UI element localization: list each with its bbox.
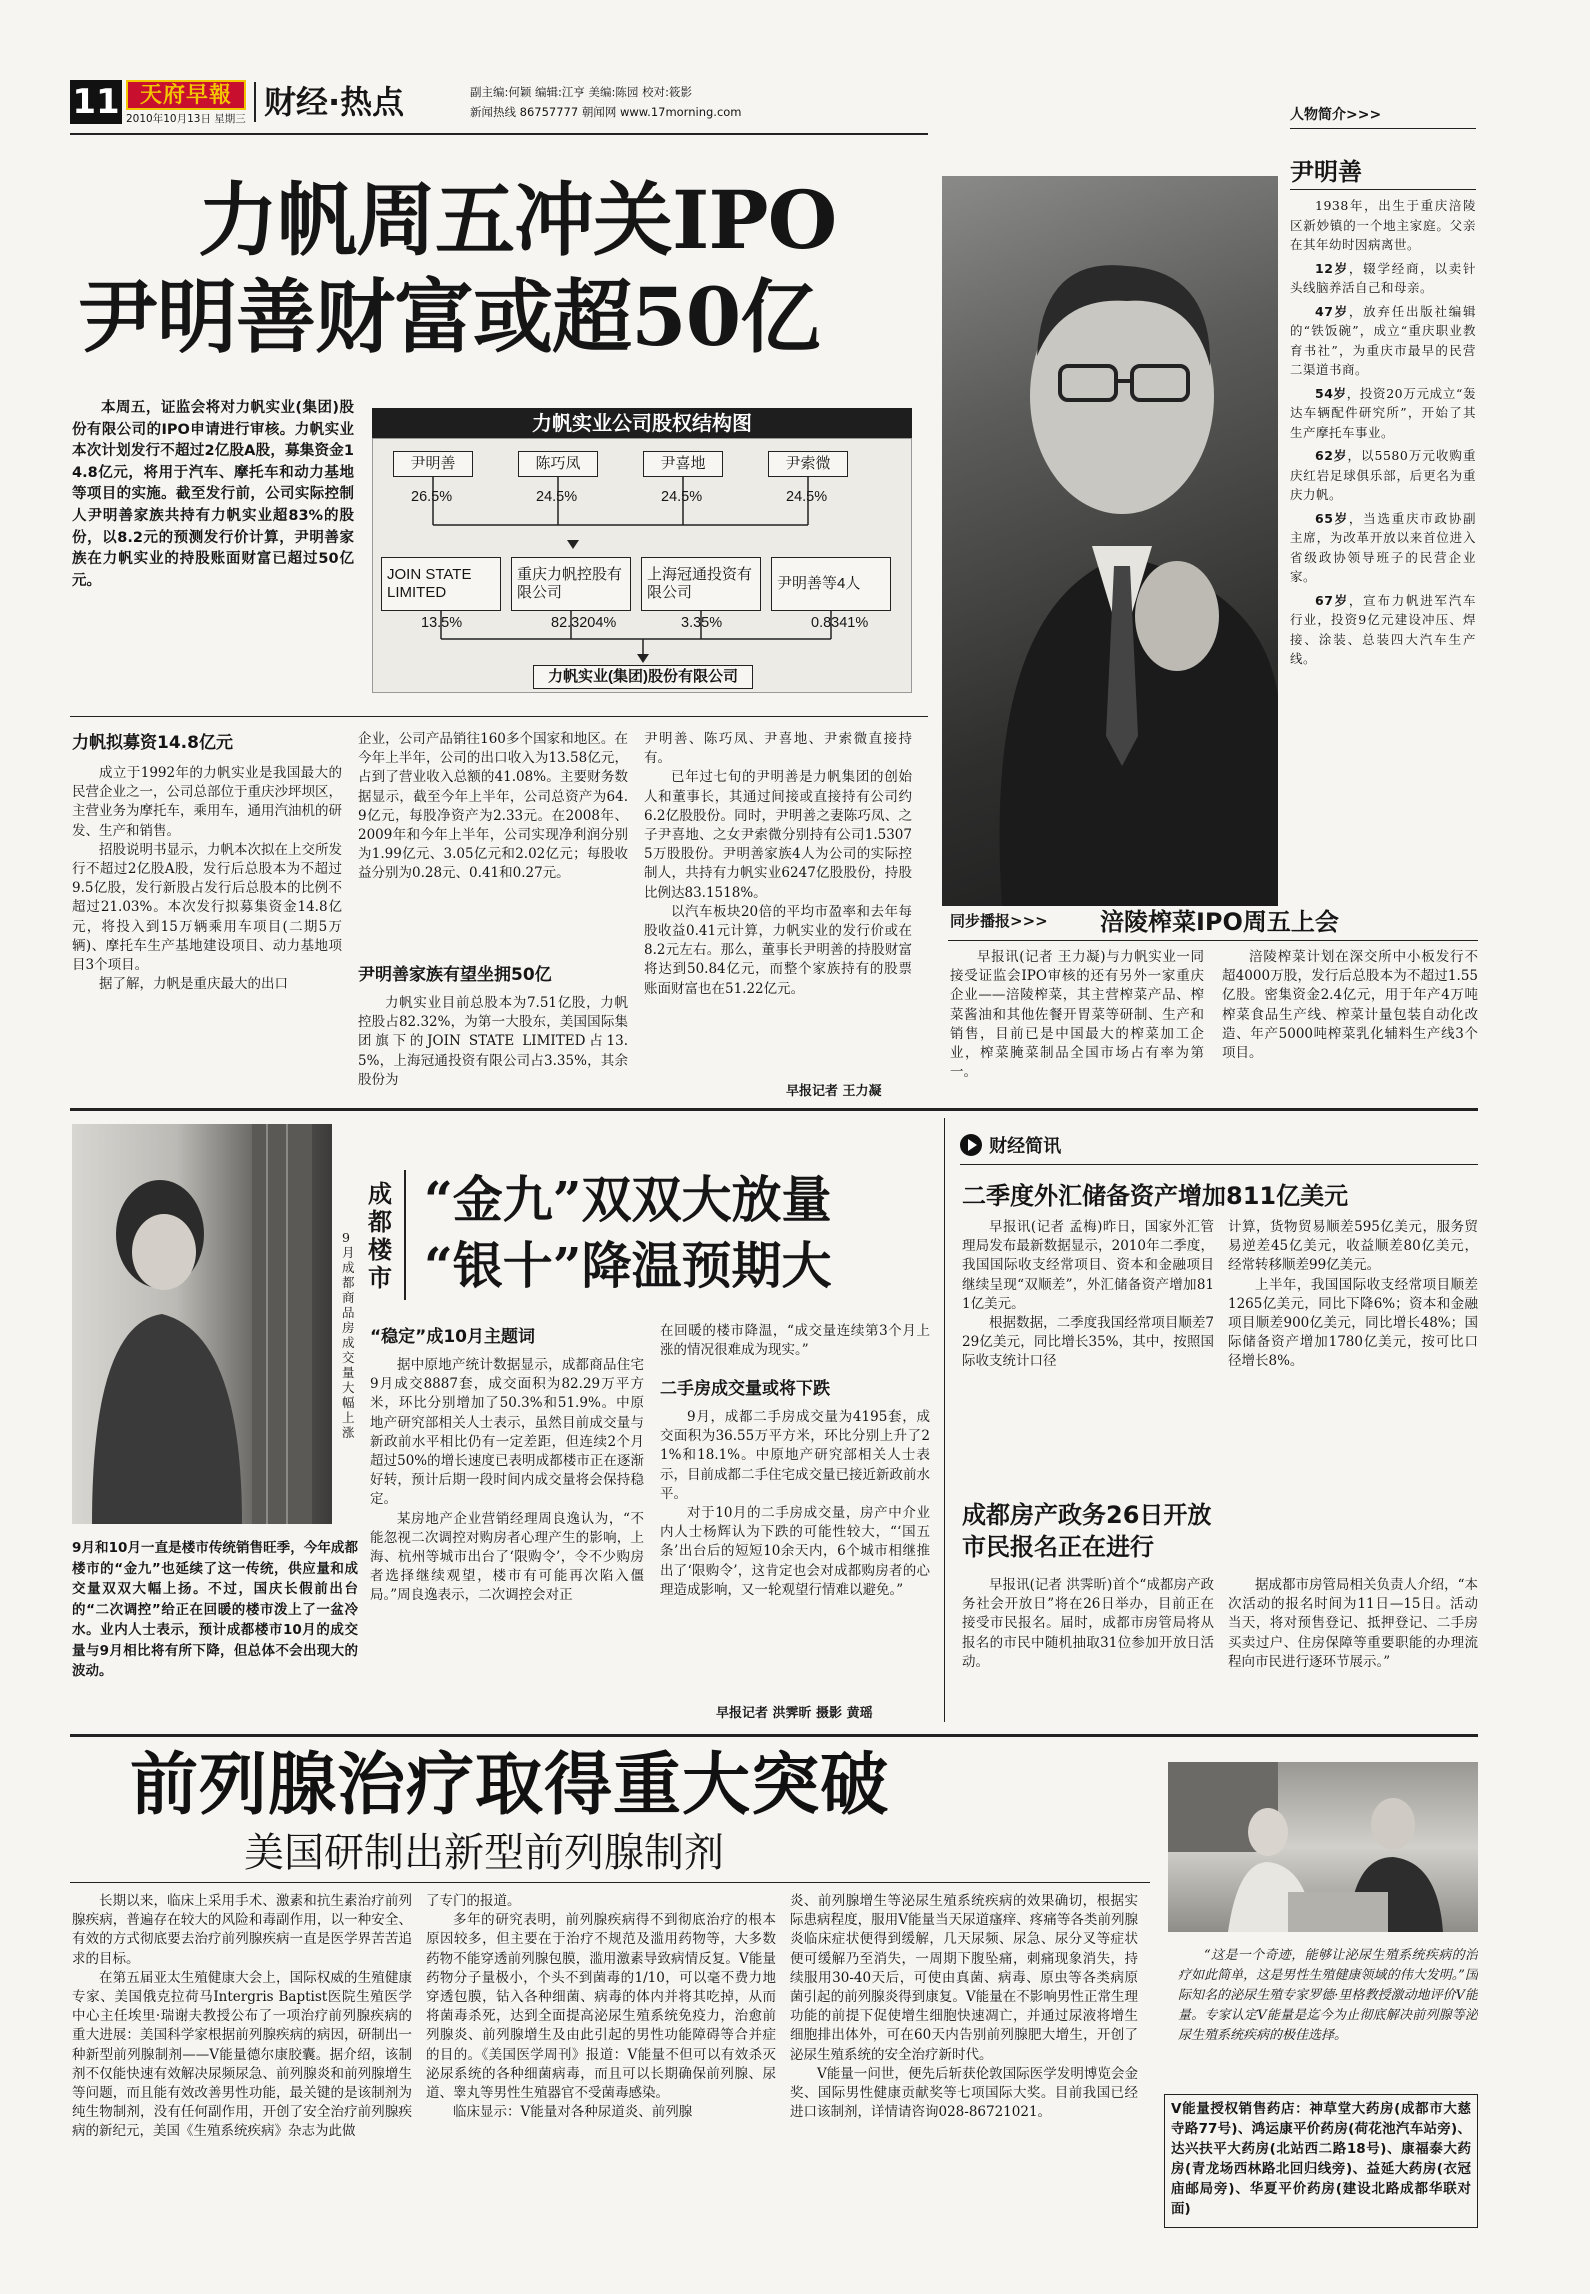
- paragraph: 多年的研究表明，前列腺疾病得不到彻底治疗的根本原因较多，但主要在于治疗不规范及滥用药物等，大多数药物不能穿透前列腺包膜，滥用激素导致病情反复。V能量药物分子量极小，个头不到菌毒的1/10，可以毫不费力地穿透包膜，钻入各种细菌、病毒的体内并将其吃掉，从而将菌毒杀死，达到全面提高泌尿生殖系统免疫力，治愈前列腺炎、前列腺增生及由此引起的男性功能障碍等合并症的目的。《美国医学周刊》报道：V能量不但可以有效杀灭泌尿系统的各种细菌病毒，而且可以长期确保前列腺、尿道、睾丸等男性生殖器官不受菌毒感染。: [426, 1912, 776, 2102]
- housing-col-2a: 在回暖的楼市降温，“成交量连续第3个月上涨的情况很难成为现实。”: [660, 1323, 930, 1359]
- brief-1-col-1: [962, 1218, 1214, 1498]
- brief-2-col-2: 据成都市房管局相关负责人介绍，“本次活动的报名时间为11日—15日。活动当天，将对预售登记、抵押登记、二手房买卖过户、住房保障等重要职能的办理流程向市民进行逐环节展示。”: [1228, 1577, 1478, 1670]
- lead-col-2: [358, 730, 628, 960]
- profile-age: 47岁: [1315, 303, 1349, 319]
- housing-photo-scene: [72, 1124, 332, 1524]
- profile-age: 62岁: [1315, 448, 1348, 463]
- brief-title-2a: 成都房产政务26日开放: [962, 1501, 1212, 1529]
- ad-stores-list: 神草堂大药房(成都市大慈寺路77号)、鸿运康平价药房(荷花池汽车站旁)、达兴扶平大药房(北站西二路18号)、康福泰大药房(青龙场西林路北回归线旁)、益延大药房(衣冠庙邮局旁)、华夏平价药房(建设北路成都华联对面): [1171, 2101, 1472, 2217]
- paragraph: 在第五届亚太生殖健康大会上，国际权威的生殖健康专家、美国俄克拉荷马Intergris Baptist医院生殖医学中心主任埃里·瑞谢夫教授公布了一项治疗前列腺疾病的重大进展：美国科学家根据前列腺疾病的病因，研制出一种新型前列腺制剂——V能量德尔康胶囊。据介绍，该制剂不仅能快速有效解决尿频尿急、前列腺炎和前列腺增生等问题，而且能有效改善男性功能，最关键的是该制剂为纯生物制剂，没有任何副作用，开创了安全治疗前列腺疾病的新纪元，美国《生殖系统疾病》杂志为此做: [72, 1969, 412, 2140]
- holder-share: 3.35%: [681, 615, 723, 631]
- paragraph: 据了解，力帆是重庆最大的出口: [99, 976, 288, 993]
- brief-1-col-2: [1228, 1218, 1478, 1498]
- paragraph: 尹明善、陈巧凤、尹喜地、尹索微直接持有。: [644, 731, 912, 767]
- housing-tag-divider: [404, 1170, 406, 1300]
- paragraph: 成立于1992年的力帆实业是我国最大的民营企业之一，公司总部位于重庆沙坪坝区，主营业务为摩托车，乘用车，通用汽油机的研发、生产和销售。: [72, 765, 342, 839]
- paragraph: 企业，公司产品销往160多个国家和地区。在今年上半年，公司的出口收入为13.58亿元，占到了营业收入总额的41.08%。主要财务数据显示，截至今年上半年，公司总资产为64.9亿元，每股净资产为2.33元。在2008年、2009年和今年上半年，公司实现净利润分别为1.99亿元、3.05亿元和2.02亿元；每股收益分别为0.28元、0.41和0.27元。: [358, 731, 628, 882]
- target-company-box: 力帆实业(集团)股份有限公司: [533, 665, 753, 689]
- profile-timeline: [1290, 196, 1476, 669]
- paragraph: 招股说明书显示，力帆本次拟在上交所发行不超过2亿股A股，发行后总股本为不超过9.5亿股，发行新股占发行后总股本的比例不超过21.03%。本次发行拟募集资金14.8亿元，将投入到15万辆乘用车项目(二期5万辆)、摩托车生产基地建设项目、动力基地项目3个项目。: [72, 841, 342, 974]
- ad-stores-box: [1164, 2094, 1478, 2228]
- owner-share: 24.5%: [536, 489, 578, 505]
- sync-rule: [948, 940, 1478, 941]
- equity-chart-title: 力帆实业公司股权结构图: [532, 411, 752, 435]
- section-name: 财经·热点: [264, 83, 405, 121]
- brief-2-col-1: 早报讯(记者 洪霁昕)首个“成都房产政务社会开放日”将在26日举办，目前正在接受市民报名。届时，成都市房管局将从报名的市民中随机抽取31位参加开放日活动。: [962, 1577, 1214, 1670]
- housing-caption: 9月和10月一直是楼市传统销售旺季，今年成都楼市的“金九”也延续了这一传统，供应量和成交量双双大幅上扬。不过，国庆长假前出台的“二次调控”给正在回暖的楼市泼上了一盆冷水。业内人士表示，预计成都楼市10月的成交量与9月相比将有所下降，但总体不会出现大的波动。: [72, 1540, 358, 1679]
- profile-entry: 62岁，以5580万元收购重庆红岩足球俱乐部，后更名为重庆力帆。: [1290, 448, 1476, 502]
- profile-entry: 67岁，宣布力帆进军汽车行业，投资9亿元建设冲压、焊接、涂装、总装四大汽车生产线。: [1290, 592, 1476, 666]
- masthead-divider: [254, 82, 256, 122]
- brief-title-2b: 市民报名正在进行: [962, 1533, 1154, 1561]
- brief-label: 财经简讯: [960, 1132, 1061, 1158]
- profile-header: 人物简介>>>: [1290, 104, 1476, 129]
- ad-stores-label: V能量授权销售药店：: [1171, 2101, 1310, 2117]
- paragraph: 计算，货物贸易顺差595亿美元，服务贸易逆差45亿美元，收益顺差80亿美元，经常转移顺差99亿美元。: [1228, 1219, 1478, 1274]
- paragraph: 了专门的报道。: [426, 1893, 521, 1909]
- owner-share: 24.5%: [786, 489, 828, 505]
- lead-rule: [70, 716, 928, 717]
- paragraph: V能量一问世，便先后斩获伦敦国际医学发明博览会金奖、国际男性健康贡献奖等七项国际大奖。目前我国已经进口该制剂，详情请咨询028-86721021。: [790, 2065, 1138, 2121]
- profile-panel: [1290, 104, 1476, 884]
- housing-subhead-1: “稳定”成10月主题词: [370, 1327, 536, 1347]
- housing-col-2: [660, 1408, 930, 1702]
- holder-box: 尹明善等4人: [771, 557, 891, 611]
- brief-title-1: 二季度外汇储备资产增加811亿美元: [962, 1182, 1349, 1210]
- paragraph: 早报讯(记者 孟梅)昨日，国家外汇管理局发布最新数据显示，2010年二季度，我国国际收支经常项目、资本和金融项目继续呈现“双顺差”，外汇储备资产增加811亿美元。: [962, 1219, 1214, 1312]
- profile-entry: 12岁，辍学经商，以卖针头线脑养活自己和母亲。: [1290, 260, 1476, 295]
- ad-quote: “这是一个奇迹，能够让泌尿生殖系统疾病的治疗如此简单，这是男性生殖健康领域的伟大发明。”国际知名的泌尿生殖专家罗德·里格教授激动地评价V能量。专家认定V能量是迄今为止彻底解决前列腺等泌尿生殖系统疾病的极佳选择。: [1178, 1948, 1478, 2043]
- lead-subhead-1: 力帆拟募资14.8亿元: [72, 733, 233, 753]
- portrait-photo: [942, 176, 1278, 906]
- owner-share: 24.5%: [661, 489, 703, 505]
- sync-col-2: 涪陵榨菜计划在深交所中小板发行不超4000万股，发行后总股本为不超过1.55亿股。密集资金2.4亿元，用于年产4万吨榨菜食品生产线、榨菜计量包装自动化改造、年产5000吨榨菜乳化辅料生产线3个项目。: [1222, 949, 1478, 1062]
- paragraph: 炎、前列腺增生等泌尿生殖系统疾病的效果确切，根据实际患病程度，服用V能量当天尿道瘙痒、疼痛等各类前列腺炎临床症状便得到缓解，几天尿频、尿急、尿分叉等症状便可缓解乃至消失，一周期下腹坠痛，刺痛现象消失，持续服用30-40天后，可使由真菌、病毒、原虫等各类病原菌引起的前列腺炎得到康复。V能量在不影响男性正常生理功能的前提下促使增生细胞快速凋亡，并通过尿液将增生细胞排出体外，可在60天内告别前列腺肥大增生，开创了泌尿生殖系统的安全治疗新时代。: [790, 1893, 1138, 2063]
- column-divider: [944, 1118, 945, 1722]
- holder-share: 13.5%: [421, 615, 463, 631]
- brief-label-rule: [960, 1164, 1478, 1165]
- profile-age: 54岁: [1315, 385, 1347, 401]
- paragraph: 据中原地产统计数据显示，成都商品住宅9月成交8887套，成交面积为82.29万平方米，环比分别增加了50.3%和51.9%。中原地产研究部相关人士表示，虽然目前成交量与新政前水平相比仍有一定差距，但连续2个月超过50%的增长速度已表明成都楼市正在逐渐好转，预计后期一段时间内成交量将会保持稳定。: [370, 1357, 644, 1508]
- equity-chart-title-band: [372, 408, 912, 438]
- upper-section-rule: [70, 1108, 1478, 1111]
- profile-name: 尹明善: [1290, 155, 1476, 190]
- lead-headline-2: 尹明善财富或超50亿: [78, 270, 820, 364]
- lead-byline: 早报记者 王力凝: [786, 1084, 882, 1099]
- paragraph: 长期以来，临床上采用手术、激素和抗生素治疗前列腺疾病，普遍存在较大的风险和毒副作用，以一种安全、有效的方式彻底要去治疗前列腺疾病一直是医学界苦苦追求的目标。: [72, 1893, 412, 1967]
- ad-photo: [1168, 1762, 1478, 1932]
- housing-tag: 成都楼市: [368, 1180, 392, 1292]
- profile-entry: 47岁，放弃任出版社编辑的“铁饭碗”，成立“重庆职业教育书社”，为重庆市最早的民营二渠道书商。: [1290, 303, 1476, 377]
- lead-intro: 本周五，证监会将对力帆实业(集团)股份有限公司的IPO申请进行审核。力帆实业本次计划发行不超过2亿股A股，募集资金14.8亿元，将用于汽车、摩托车和动力基地等项目的实施。截至发行前，公司实际控制人尹明善家族共持有力帆实业超83%的股份，以8.2元的预测发行价计算，尹明善家族在力帆实业的持股账面财富已超过50亿元。: [72, 400, 354, 589]
- paragraph: 根据数据，二季度我国经常项目顺差729亿美元，同比增长35%，其中，按照国际收支统计口径: [962, 1315, 1214, 1370]
- equity-chart: [372, 408, 912, 693]
- ad-headline: 前列腺治疗取得重大突破: [130, 1746, 890, 1825]
- owner-box: 尹明善: [393, 451, 473, 477]
- profile-age: 12岁: [1315, 260, 1349, 276]
- sync-label: 同步播报>>>: [950, 912, 1048, 930]
- paragraph: 已年过七旬的尹明善是力帆集团的创始人和董事长，其通过间接或直接持有公司约6.2亿股股份。同时，尹明善之妻陈巧凤、之子尹喜地、之女尹索微分别持有公司1.53075万股股份。尹明善家族4人为公司的实际控制人，共持有力帆实业6247亿股股份，持股比例达83.1518%。: [644, 769, 912, 901]
- profile-entry: 1938年，出生于重庆涪陵区新妙镇的一个地主家庭。父亲在其年幼时因病离世。: [1290, 198, 1476, 252]
- sync-title: 涪陵榨菜IPO周五上会: [1100, 908, 1339, 936]
- masthead-rule: [70, 133, 928, 135]
- paragraph: 上半年，我国国际收支经常项目顺差1265亿美元，同比下降6%；资本和金融项目顺差900亿美元，同比增长48%；国际储备资产增加1780亿美元，按可比口径增长8%。: [1228, 1276, 1478, 1370]
- lead-col-1: [72, 764, 342, 1098]
- ad-photo-scene: [1168, 1762, 1478, 1932]
- page-number: 11: [70, 80, 122, 124]
- portrait-figure: [942, 176, 1278, 906]
- lead-subhead-2: 尹明善家族有望坐拥50亿: [358, 965, 552, 985]
- holder-share: 0.8341%: [811, 615, 869, 631]
- housing-headline-2: “银十”降温预期大: [424, 1236, 832, 1295]
- owner-box: 尹索微: [768, 451, 848, 477]
- masthead-hotline: 新闻热线 86757777 朝闻网 www.17morning.com: [470, 105, 742, 119]
- masthead: [70, 78, 770, 130]
- equity-chart-body: [372, 438, 912, 693]
- ad-subhead: 美国研制出新型前列腺制剂: [244, 1830, 724, 1876]
- holder-box: 上海冠通投资有限公司: [641, 557, 761, 611]
- lead-headline-1: 力帆周五冲关IPO: [198, 173, 837, 267]
- holder-box: 重庆力帆控股有限公司: [511, 557, 631, 611]
- profile-age: 67岁: [1315, 592, 1349, 608]
- ad-col-2: [426, 1892, 776, 2226]
- housing-byline: 早报记者 洪霁昕 摄影 黄瑶: [716, 1706, 873, 1721]
- paragraph: 对于10月的二手房成交量，房产中介业内人士杨辉认为下跌的可能性较大，“‘国五条’出台后的短短10余天内，6个城市相继推出了‘限购令’，这肯定也会对成都购房者的心理造成影响，又一轮观望行情难以避免。”: [660, 1505, 930, 1598]
- paragraph: 某房地产企业营销经理周良逸认为，“不能忽视二次调控对购房者心理产生的影响，上海、杭州等城市出台了‘限购令’，令不少购房者选择继续观望，楼市有可能再次陷入僵局。”周良逸表示，二次调控会对正: [370, 1510, 644, 1604]
- profile-entry: 54岁，投资20万元成立“轰达车辆配件研究所”，开始了其生产摩托车事业。: [1290, 385, 1477, 440]
- paragraph: 临床显示：V能量对各种尿道炎、前列腺: [453, 2104, 693, 2121]
- owner-box: 尹喜地: [643, 451, 723, 477]
- newspaper-logo: 天府早報: [126, 80, 246, 110]
- lead-col-2b: 力帆实业目前总股本为7.51亿股，力帆控股占82.32%，为第一大股东，美国国际集团旗下的JOIN STATE LIMITED占13.5%，上海冠通投资有限公司占3.35%，其余股份为: [358, 995, 628, 1088]
- housing-col-1: [370, 1356, 644, 1722]
- ad-col-1: [72, 1892, 412, 2226]
- housing-photo-caption: 9月成都商品房成交量大幅上涨: [342, 1230, 355, 1440]
- owner-share: 26.5%: [411, 489, 453, 505]
- paragraph: 9月，成都二手房成交量为4195套，成交面积为36.55万平方米，环比分别上升了21%和18.1%。中原地产研究部相关人士表示，目前成都二手住宅成交量已接近新政前水平。: [660, 1409, 930, 1502]
- paragraph: 以汽车板块20倍的平均市盈率和去年每股收益0.41元计算，力帆实业的发行价或在8.2元左右。那么，董事长尹明善的持股财富将达到50.84亿元，而整个家族持有的股票账面财富也在51.22亿元。: [644, 903, 912, 997]
- profile-entry: 65岁，当选重庆市政协副主席，为改革开放以来首位进入省级政协领导班子的民营企业家。: [1290, 510, 1476, 584]
- lead-col-3: [644, 730, 912, 1080]
- issue-date: 2010年10月13日 星期三: [126, 113, 246, 125]
- holder-share: 82.3204%: [551, 615, 617, 631]
- owner-box: 陈巧凤: [518, 451, 598, 477]
- profile-age: 65岁: [1315, 510, 1349, 526]
- masthead-credits: 副主编:何颖 编辑:江亨 美编:陈园 校对:筱影: [470, 85, 692, 99]
- housing-subhead-2: 二手房成交量或将下跌: [660, 1379, 830, 1399]
- ad-top-rule: [70, 1734, 1478, 1737]
- ad-subhead-rule: [70, 1882, 1150, 1883]
- ad-col-3: [790, 1892, 1138, 2226]
- holder-box: JOIN STATE LIMITED: [381, 557, 501, 611]
- play-icon: [960, 1134, 982, 1156]
- sync-col-1: 早报讯(记者 王力凝)与力帆实业一同接受证监会IPO审核的还有另外一家重庆企业——涪陵榨菜，其主营榨菜产品、榨菜酱油和其他佐餐开胃菜等研制、生产和销售，目前已是中国最大的榨菜加工企业，榨菜腌菜制品全国市场占有率为第一。: [950, 949, 1204, 1081]
- arrow-head: [637, 654, 649, 663]
- housing-photo: [72, 1124, 332, 1524]
- housing-headline-1: “金九”双双大放量: [424, 1170, 832, 1229]
- arrow-head: [567, 540, 579, 549]
